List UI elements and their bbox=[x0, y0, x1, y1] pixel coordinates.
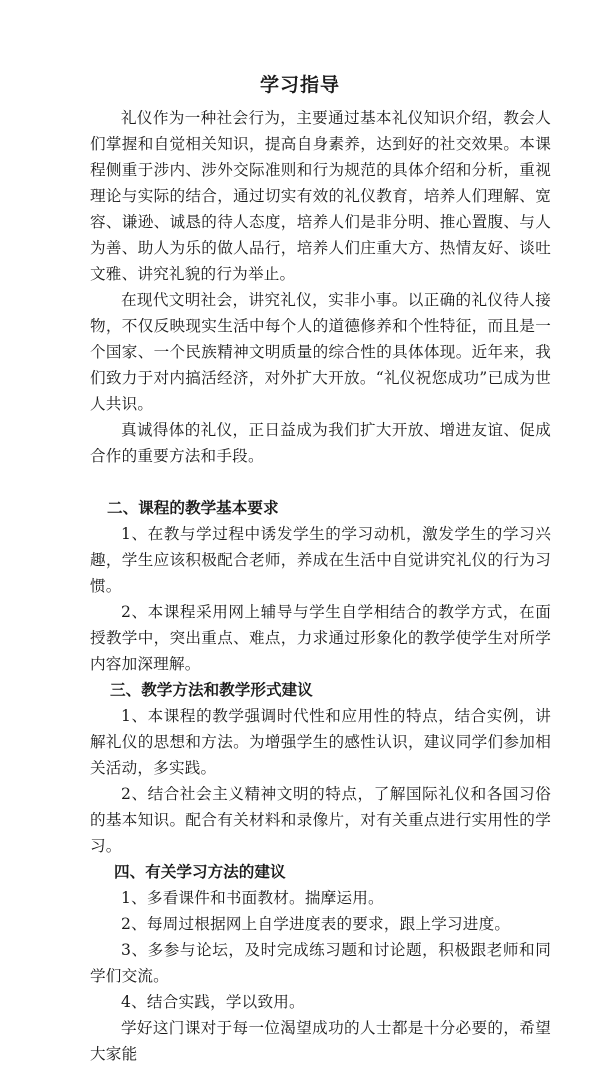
study-item-3: 3、多参与论坛，及时完成练习题和讨论题，积极跟老师和同学们交流。 bbox=[90, 941, 551, 985]
document-body bbox=[90, 105, 551, 1067]
page-title: 学习指导 bbox=[259, 74, 340, 96]
study-item-1: 1、多看课件和书面教材。揣摩运用。 bbox=[121, 889, 384, 907]
intro-paragraph-2: 在现代文明社会，讲究礼仪，实非小事。以正确的礼仪待人接物，不仅反映现实生活中每个人的道德修养和个性特征，而且是一个国家、一个民族精神文明质量的综合性的具体体现。近年来，我们致力于对内搞活经济，对外扩大开放。“礼仪祝您成功”已成为世人共识。 bbox=[90, 291, 551, 413]
section-heading-study-methods: 四、有关学习方法的建议 bbox=[114, 863, 286, 881]
section-heading-teaching-requirements: 二、课程的教学基本要求 bbox=[107, 499, 279, 517]
method-item-1: 1、本课程的教学强调时代性和应用性的特点，结合实例，讲解礼仪的思想和方法。为增强学生的感性认识，建议同学们参加相关活动，多实践。 bbox=[90, 707, 551, 777]
requirement-item-1: 1、在教与学过程中诱发学生的学习动机，激发学生的学习兴趣，学生应该积极配合老师，养成在生活中自觉讲究礼仪的行为习惯。 bbox=[90, 525, 551, 595]
intro-paragraph-1: 礼仪作为一种社会行为，主要通过基本礼仪知识介绍，教会人们掌握和自觉相关知识，提高自身素养，达到好的社交效果。本课程侧重于涉内、涉外交际准则和行为规范的具体介绍和分析，重视理论与实际的结合，通过切实有效的礼仪教育，培养人们理解、宽容、谦逊、诚恳的待人态度，培养人们是非分明、推心置腹、与人为善、助人为乐的做人品行，培养人们庄重大方、热情友好、谈吐文雅、讲究礼貌的行为举止。 bbox=[90, 109, 551, 283]
section-heading-teaching-methods: 三、教学方法和教学形式建议 bbox=[110, 681, 313, 699]
requirement-item-2: 2、本课程采用网上辅导与学生自学相结合的教学方式，在面授教学中，突出重点、难点，力求通过形象化的教学使学生对所学内容加深理解。 bbox=[90, 603, 551, 673]
study-item-2: 2、每周过根据网上自学进度表的要求，跟上学习进度。 bbox=[121, 915, 511, 933]
closing-paragraph: 学好这门课对于每一位渴望成功的人士都是十分必要的，希望大家能 bbox=[90, 1019, 551, 1063]
study-item-4: 4、结合实践，学以致用。 bbox=[121, 993, 305, 1011]
method-item-2: 2、结合社会主义精神文明的特点，了解国际礼仪和各国习俗的基本知识。配合有关材料和录像片，对有关重点进行实用性的学习。 bbox=[90, 785, 551, 855]
intro-paragraph-3: 真诚得体的礼仪，正日益成为我们扩大开放、增进友谊、促成合作的重要方法和手段。 bbox=[90, 421, 551, 465]
